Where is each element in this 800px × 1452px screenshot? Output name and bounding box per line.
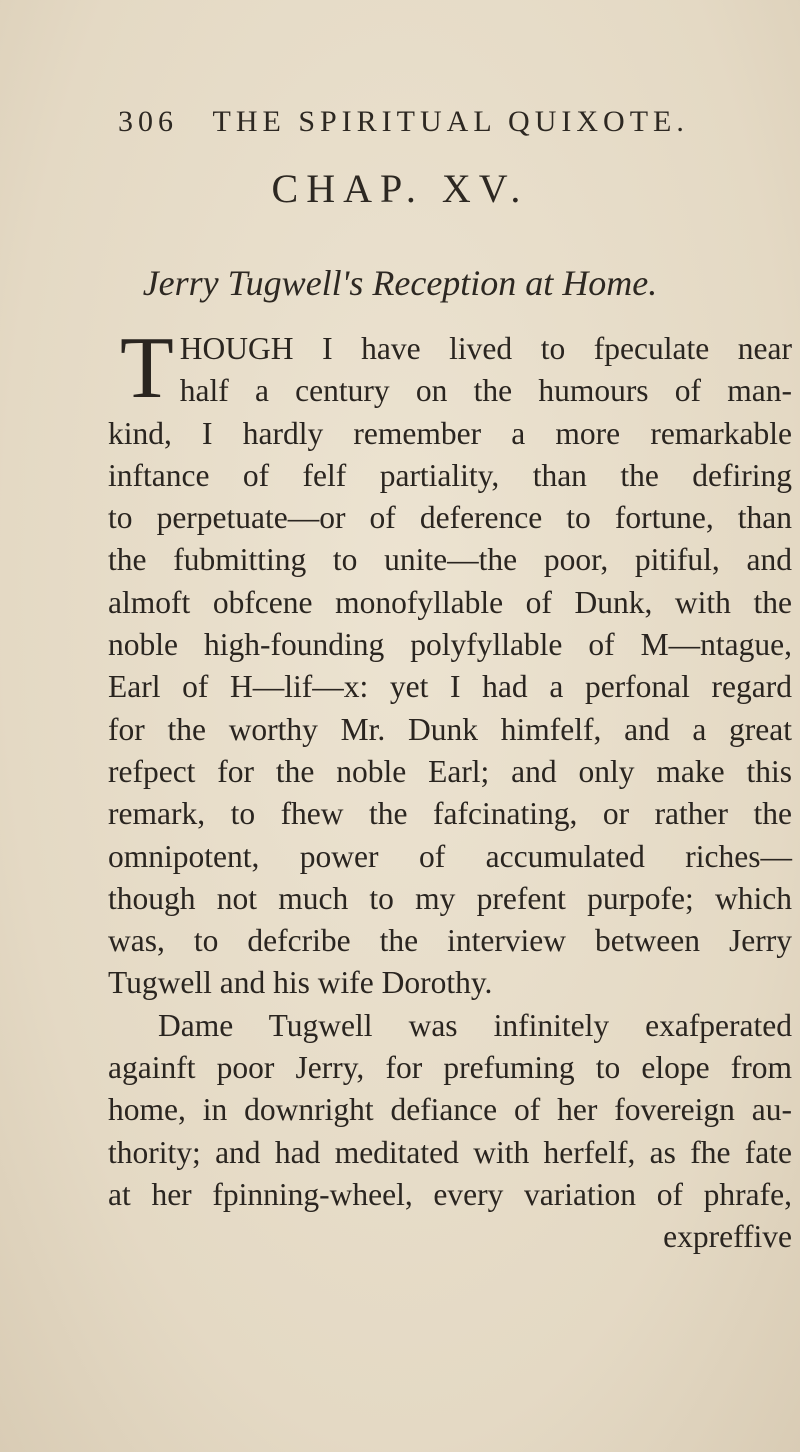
chapter-title: Jerry Tugwell's Reception at Home. [142, 263, 658, 303]
body-text [108, 320, 792, 1259]
text-line: half a century on the humours of man- [179, 373, 792, 409]
page-number: 306 [118, 105, 178, 138]
text-line: though not much to my prefent purpofe; which [108, 880, 792, 916]
text-line: remark, to fhew the fafcinating, or rather the [108, 796, 792, 832]
text-line: the fubmitting to unite—the poor, pitiful, and [108, 542, 792, 578]
text-line: againft poor Jerry, for prefuming to elope from [108, 1050, 792, 1086]
text-line: for the worthy Mr. Dunk himfelf, and a great [108, 711, 792, 747]
text-line: Tugwell and his wife Dorothy. [108, 965, 493, 1001]
text-line: kind, I hardly remember a more remarkable [108, 415, 792, 451]
catchword: expreffive [663, 1219, 792, 1255]
text-line: was, to defcribe the interview between Jerry [108, 923, 792, 959]
text-line: Earl of H—lif—x: yet I had a perfonal regard [108, 669, 792, 705]
running-title: THE SPIRITUAL QUIXOTE. [212, 105, 689, 138]
text-line: noble high-founding polyfyllable of M—ntague, [108, 627, 792, 663]
chapter-heading: CHAP. XV. [271, 166, 529, 211]
text-line: HOUGH I have lived to fpeculate near [179, 331, 792, 366]
text-line: almoft obfcene monofyllable of Dunk, with the [108, 584, 792, 620]
text-line: to perpetuate—or of deference to fortune, than [108, 500, 792, 536]
text-line: inftance of felf partiality, than the defiring [108, 457, 792, 493]
text-line: at her fpinning-wheel, every variation of phrafe, [108, 1176, 792, 1212]
text-line: omnipotent, power of accumulated riches— [108, 838, 792, 874]
text-line: home, in downright defiance of her fovereign au- [108, 1092, 792, 1128]
running-head [118, 105, 778, 139]
text-line: thority; and had meditated with herfelf, as fhe fate [108, 1134, 792, 1170]
drop-cap: T [120, 320, 174, 417]
text-line: refpect for the noble Earl; and only make this [108, 753, 792, 789]
text-line: Dame Tugwell was infinitely exafperated [158, 1007, 792, 1043]
